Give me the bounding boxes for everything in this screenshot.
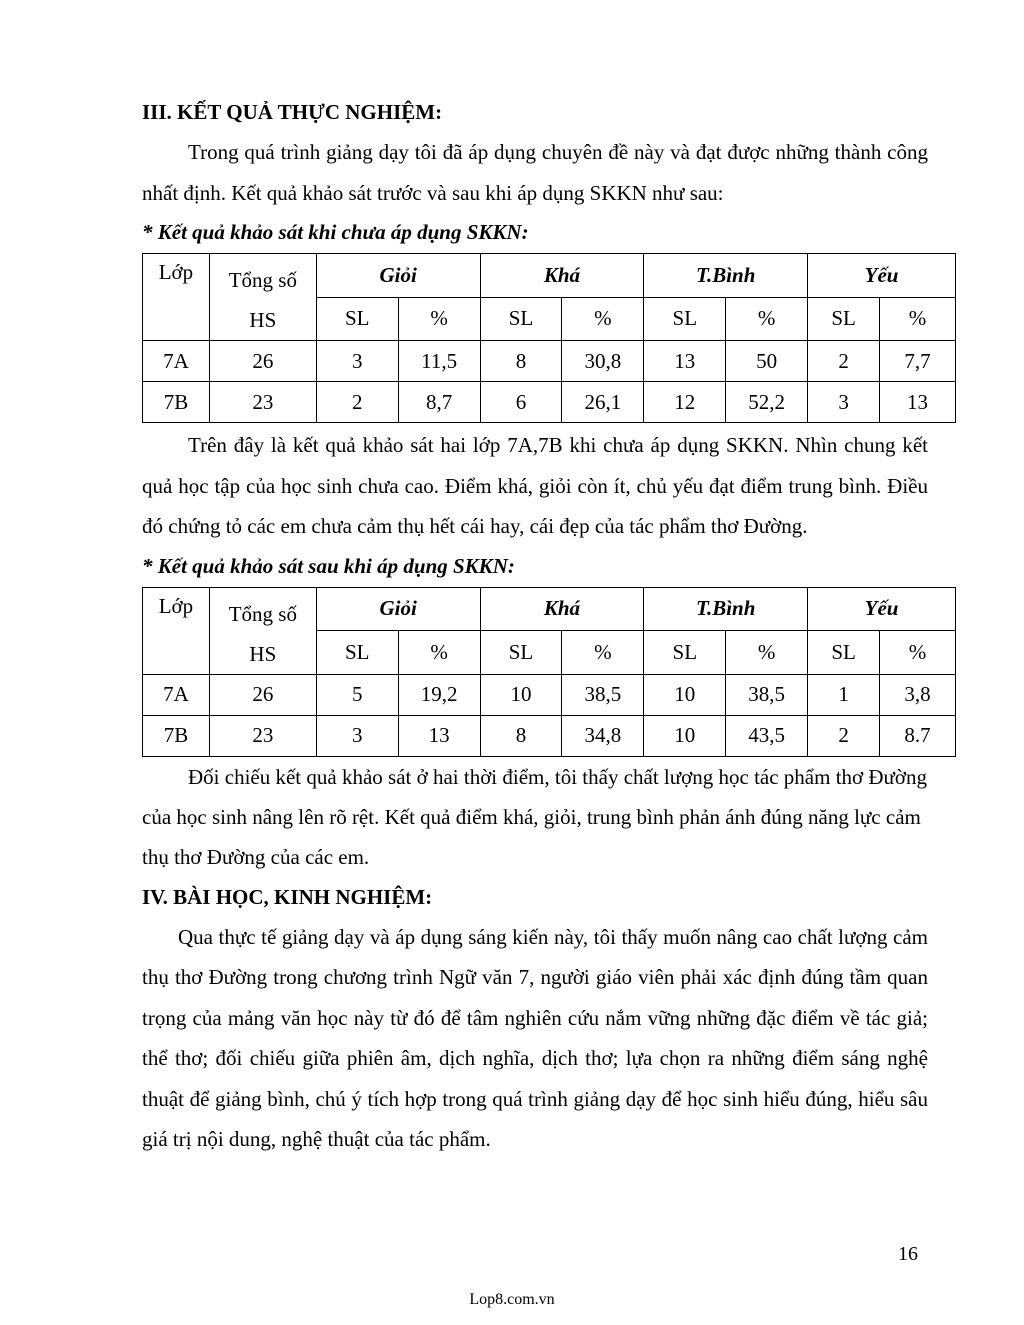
header-tbinh: T.Bình	[644, 254, 808, 298]
header-tong-line2: HS	[249, 308, 277, 332]
table-row	[143, 341, 956, 382]
table-header-row	[143, 587, 956, 631]
header-tong-line1: Tổng số	[228, 601, 297, 626]
sub-pct: %	[880, 297, 956, 341]
sub-pct: %	[880, 631, 956, 675]
before-results-table	[142, 253, 956, 423]
cell: 2	[316, 382, 398, 423]
cell: 3	[316, 715, 398, 756]
after-comment: Đối chiếu kết quả khảo sát ở hai thời điểm, tôi thấy chất lượng học tác phẩm thơ Đường của học sinh nâng lên rõ rệt. Kết quả điểm khá, giỏi, trung bình phản ánh đúng năng lực cảm thụ thơ Đường của các em.	[142, 764, 928, 869]
header-yeu: Yếu	[808, 254, 956, 298]
cell: 50	[726, 341, 808, 382]
header-kha: Khá	[480, 254, 644, 298]
cell: 10	[480, 674, 562, 715]
cell: 2	[808, 341, 880, 382]
sub-sl: SL	[808, 297, 880, 341]
cell: 7B	[143, 715, 210, 756]
sub-pct: %	[562, 631, 644, 675]
cell: 12	[644, 382, 726, 423]
after-survey-title: * Kết quả khảo sát sau khi áp dụng SKKN:	[142, 553, 515, 578]
cell: 8,7	[398, 382, 480, 423]
sub-pct: %	[398, 297, 480, 341]
header-kha: Khá	[480, 587, 644, 631]
cell: 43,5	[726, 715, 808, 756]
cell: 8.7	[880, 715, 956, 756]
cell: 1	[808, 674, 880, 715]
sub-pct: %	[398, 631, 480, 675]
cell: 38,5	[726, 674, 808, 715]
cell: 19,2	[398, 674, 480, 715]
cell: 26	[209, 341, 316, 382]
cell: 8	[480, 341, 562, 382]
cell: 7B	[143, 382, 210, 423]
cell: 13	[398, 715, 480, 756]
cell: 11,5	[398, 341, 480, 382]
cell: 7A	[143, 674, 210, 715]
cell: 7A	[143, 341, 210, 382]
cell: 3	[316, 341, 398, 382]
section-3-intro: Trong quá trình giảng dạy tôi đã áp dụng chuyên đề này và đạt được những thành công nhất định. Kết quả khảo sát trước và sau khi áp dụng SKKN như sau:	[142, 140, 928, 205]
footer-watermark: Lop8.com.vn	[469, 1291, 555, 1308]
cell: 13	[880, 382, 956, 423]
section-4-heading: IV. BÀI HỌC, KINH NGHIỆM:	[142, 884, 433, 909]
sub-sl: SL	[480, 297, 562, 341]
header-lop: Lớp	[143, 254, 210, 341]
table-header-row	[143, 254, 956, 298]
before-survey-title: * Kết quả khảo sát khi chưa áp dụng SKKN:	[142, 220, 529, 244]
header-tong-so	[209, 587, 316, 674]
cell: 26,1	[562, 382, 644, 423]
sub-sl: SL	[316, 297, 398, 341]
header-gioi: Giỏi	[316, 254, 480, 298]
cell: 5	[316, 674, 398, 715]
cell: 2	[808, 715, 880, 756]
sub-sl: SL	[480, 631, 562, 675]
page-number: 16	[898, 1243, 918, 1265]
sub-pct: %	[726, 631, 808, 675]
cell: 8	[480, 715, 562, 756]
sub-sl: SL	[644, 631, 726, 675]
cell: 38,5	[562, 674, 644, 715]
cell: 52,2	[726, 382, 808, 423]
cell: 30,8	[562, 341, 644, 382]
cell: 23	[209, 382, 316, 423]
cell: 23	[209, 715, 316, 756]
header-tong-so	[209, 254, 316, 341]
cell: 7,7	[880, 341, 956, 382]
header-tong-line2: HS	[249, 641, 277, 666]
header-tbinh: T.Bình	[644, 587, 808, 631]
section-3-heading: III. KẾT QUẢ THỰC NGHIỆM:	[142, 100, 443, 124]
header-tong-line1: Tổng số	[228, 268, 297, 292]
cell: 3,8	[880, 674, 956, 715]
cell: 26	[209, 674, 316, 715]
cell: 10	[644, 674, 726, 715]
cell: 13	[644, 341, 726, 382]
table-row	[143, 382, 956, 423]
sub-pct: %	[562, 297, 644, 341]
header-lop: Lớp	[143, 587, 210, 674]
cell: 3	[808, 382, 880, 423]
header-gioi: Giỏi	[316, 587, 480, 631]
cell: 6	[480, 382, 562, 423]
document-page	[142, 92, 931, 1160]
sub-sl: SL	[644, 297, 726, 341]
after-results-table	[142, 587, 956, 757]
sub-sl: SL	[808, 631, 880, 675]
section-4-body: Qua thực tế giảng dạy và áp dụng sáng kiến này, tôi thấy muốn nâng cao chất lượng cảm thụ thơ Đường trong chương trình Ngữ văn 7, người giáo viên phải xác định đúng tầm quan trọng của mảng văn học này từ đó để tâm nghiên cứu nắm vững những đặc điểm về tác giả; thể thơ; đối chiếu giữa phiên âm, dịch nghĩa, dịch thơ; lựa chọn ra những điểm sáng nghệ thuật để giảng bình, chú ý tích hợp trong quá trình giảng dạy để học sinh hiểu đúng, hiểu sâu giá trị nội dung, nghệ thuật của tác phẩm.	[142, 924, 928, 1151]
sub-pct: %	[726, 297, 808, 341]
table-row	[143, 674, 956, 715]
before-comment: Trên đây là kết quả khảo sát hai lớp 7A,7B khi chưa áp dụng SKKN. Nhìn chung kết quả học tập của học sinh chưa cao. Điểm khá, giỏi còn ít, chủ yếu đạt điểm trung bình. Điều đó chứng tỏ các em chưa cảm thụ hết cái hay, cái đẹp của tác phẩm thơ Đường.	[142, 433, 928, 538]
table-row	[143, 715, 956, 756]
cell: 10	[644, 715, 726, 756]
sub-sl: SL	[316, 631, 398, 675]
header-yeu: Yếu	[808, 587, 956, 631]
cell: 34,8	[562, 715, 644, 756]
